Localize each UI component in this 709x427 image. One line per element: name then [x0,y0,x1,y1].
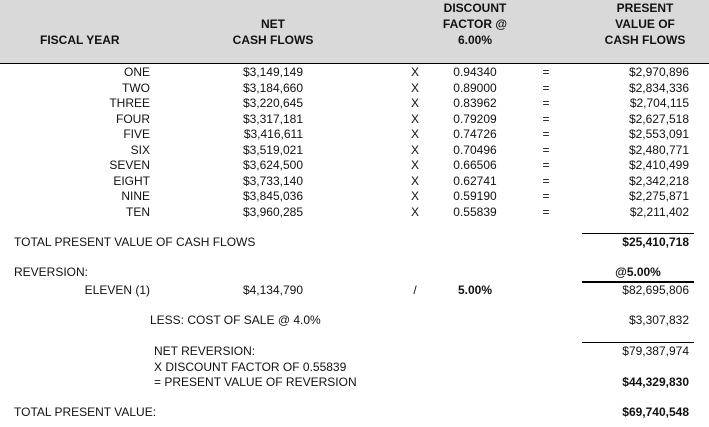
discount-factor-header [430,0,520,48]
present-value-cell: $2,553,091 [628,127,689,141]
equals-sign: = [542,173,550,188]
equals-sign: = [542,80,550,95]
discount-factor-cell: 0.83962 [453,96,497,110]
multiply-sign: X [410,158,419,172]
present-value-header-line3: CASH FLOWS [604,33,686,47]
net-cash-flows-header-line2: CASH FLOWS [232,33,314,47]
net-cash-flow-cell: $3,733,140 [242,173,303,188]
equals-sign: = [542,189,550,203]
net-reversion-label: NET REVERSION: [154,344,256,358]
discount-factor-header-line2: FACTOR @ [442,17,508,31]
table-row [0,173,709,189]
multiply-sign: X [410,142,419,157]
equals-sign: = [542,142,550,157]
discount-factor-cell: 0.94340 [453,65,497,79]
present-value-cell: $2,211,402 [629,204,689,219]
total-present-value: $69,740,548 [622,405,689,419]
multiply-sign: X [410,65,419,79]
fiscal-year-cell: TWO [122,80,150,95]
reversion-cash-flow: $4,134,790 [242,283,303,297]
discount-factor-cell: 0.79209 [453,111,497,126]
net-cash-flow-cell: $3,960,285 [242,204,303,219]
net-cash-flow-cell: $3,519,021 [242,142,303,157]
fiscal-year-cell: NINE [121,189,150,203]
discount-factor-cell: 0.66506 [453,158,497,172]
present-value-cell: $2,627,518 [628,111,689,126]
equals-sign: = [542,111,550,126]
net-cash-flow-cell: $3,845,036 [242,189,303,203]
discount-factor-cell: 0.59190 [453,189,497,203]
net-cash-flows-header [213,16,333,48]
table-row [0,188,709,204]
multiply-sign: X [410,173,419,188]
net-reversion-value: $79,387,974 [622,344,689,358]
equals-sign: = [542,158,550,172]
present-value-cell: $2,342,218 [628,173,689,188]
net-cash-flow-cell: $3,317,181 [242,111,303,126]
discount-factor-header-line1: DISCOUNT [443,1,507,15]
table-row [0,142,709,158]
discount-factor-header-line3: 6.00% [457,33,493,47]
present-value-cell: $2,834,336 [628,80,689,95]
present-value-header [595,0,695,48]
fiscal-year-cell: TEN [126,204,150,219]
multiply-sign: X [410,204,419,219]
net-cash-flow-cell: $3,184,660 [242,80,303,95]
fiscal-year-header: FISCAL YEAR [40,33,120,47]
discount-factor-cell: 0.74726 [453,127,497,141]
table-row [0,111,709,127]
table-header [0,0,709,64]
fiscal-year-cell: SIX [130,142,150,157]
discount-factor-cell: 0.62741 [453,173,497,188]
reversion-cap-rate: 5.00% [457,283,493,297]
fiscal-year-cell: EIGHT [113,173,150,188]
net-cash-flow-cell: $3,416,611 [243,127,303,141]
cost-of-sale-label: LESS: COST OF SALE @ 4.0% [150,313,321,327]
discount-factor-note: X DISCOUNT FACTOR OF 0.55839 [154,360,347,374]
multiply-sign: X [410,189,419,203]
table-row [0,64,709,80]
fiscal-year-cell: SEVEN [109,158,150,172]
table-row [0,126,709,142]
multiply-sign: X [410,127,419,141]
equals-sign: = [542,204,550,219]
reversion-label: REVERSION: [14,265,89,279]
table-row [0,80,709,96]
net-cash-flow-cell: $3,624,500 [242,158,303,172]
reversion-divide-sign: / [413,283,417,297]
multiply-sign: X [410,80,419,95]
present-value-cell: $2,480,771 [628,142,689,157]
fiscal-year-cell: FIVE [123,127,150,141]
total-pv-cf-label: TOTAL PRESENT VALUE OF CASH FLOWS [14,235,256,249]
discount-factor-cell: 0.89000 [453,80,497,95]
discount-factor-cell: 0.55839 [453,204,497,219]
reversion-rate: @5.00% [615,265,661,279]
fiscal-year-cell: ONE [123,65,150,79]
present-value-cell: $2,704,115 [629,96,689,110]
fiscal-year-cell: FOUR [116,111,150,126]
cost-of-sale-value: $3,307,832 [628,313,689,327]
present-value-cell: $2,970,896 [628,65,689,79]
multiply-sign: X [410,111,419,126]
reversion-value: $82,695,806 [622,283,689,297]
net-cash-flows-header-line1: NET [261,17,285,31]
present-value-header-line2: VALUE OF [615,17,675,31]
equals-sign: = [542,65,550,79]
discount-factor-cell: 0.70496 [453,142,497,157]
total-pv-cf-value: $25,410,718 [622,235,689,249]
equals-sign: = [542,96,550,110]
net-cash-flow-cell: $3,149,149 [242,65,303,79]
pv-reversion-value: $44,329,830 [622,375,689,389]
present-value-cell: $2,410,499 [628,158,689,172]
equals-sign: = [542,127,550,141]
pv-reversion-label: = PRESENT VALUE OF REVERSION [154,375,357,389]
total-present-value-label: TOTAL PRESENT VALUE: [14,405,157,419]
present-value-cell: $2,275,871 [628,189,689,203]
table-row [0,204,709,220]
reversion-year: ELEVEN (1) [84,283,150,297]
table-row [0,157,709,173]
fiscal-year-cell: THREE [109,96,150,110]
table-row [0,95,709,111]
net-cash-flow-cell: $3,220,645 [242,96,303,110]
present-value-header-line1: PRESENT [616,1,674,15]
multiply-sign: X [410,96,419,110]
